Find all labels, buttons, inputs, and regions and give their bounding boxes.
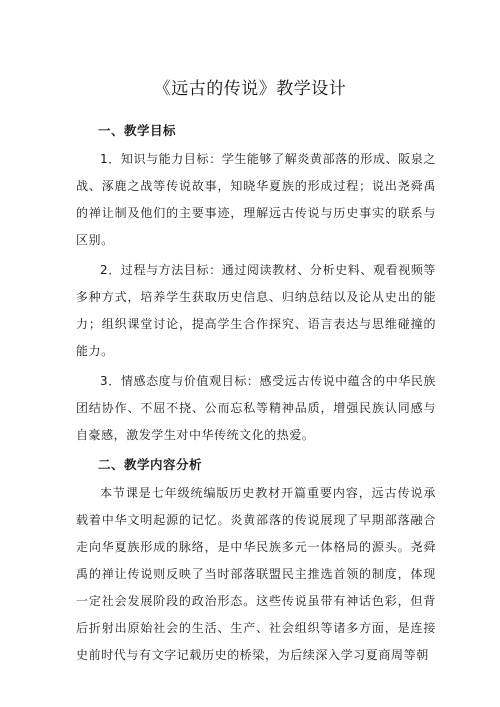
- content-analysis-paragraph: 本节课是七年级统编版历史教材开篇重要内容，远古传说承载着中华文明起源的记忆。炎黄部落的传说展现了早期部落融合走向华夏族形成的脉络，是中华民族多元一体格局的源头。尧舜禹的禅让传说则反映了当时部落联盟民主推选首领的制度，体现一定社会发展阶段的政治形态。这些传说虽带有神话色彩，但背后折射出原始社会的生活、生产、社会组织等诸多方面，是连接史前时代与有文字记载历史的桥梁，为后续深入学习夏商周等朝: [76, 486, 436, 662]
- section-heading-content-analysis: 二、教学内容分析: [98, 457, 203, 472]
- document-body: [76, 118, 436, 672]
- objective-paragraph-emotion: 3．情感态度与价值观目标：感受远古传说中蕴含的中华民族团结协作、不屈不挠、公而忘私等精神品质，增强民族认同感与自豪感，激发学生对中华传统文化的热爱。: [76, 374, 436, 442]
- section-heading-objectives: 一、教学目标: [98, 123, 177, 138]
- objective-paragraph-process: 2．过程与方法目标：通过阅读教材、分析史料、观看视频等多种方式，培养学生获取历史信息、归纳总结以及论从史出的能力；组织课堂讨论，提高学生合作探究、语言表达与思维碰撞的能力。: [76, 263, 436, 358]
- document-title: 《远古的传说》教学设计: [153, 79, 347, 99]
- objective-paragraph-knowledge: 1．知识与能力目标：学生能够了解炎黄部落的形成、阪泉之战、涿鹿之战等传说故事，知晓华夏族的形成过程；说出尧舜禹的禅让制及他们的主要事迹，理解远古传说与历史事实的联系与区别。: [76, 152, 436, 247]
